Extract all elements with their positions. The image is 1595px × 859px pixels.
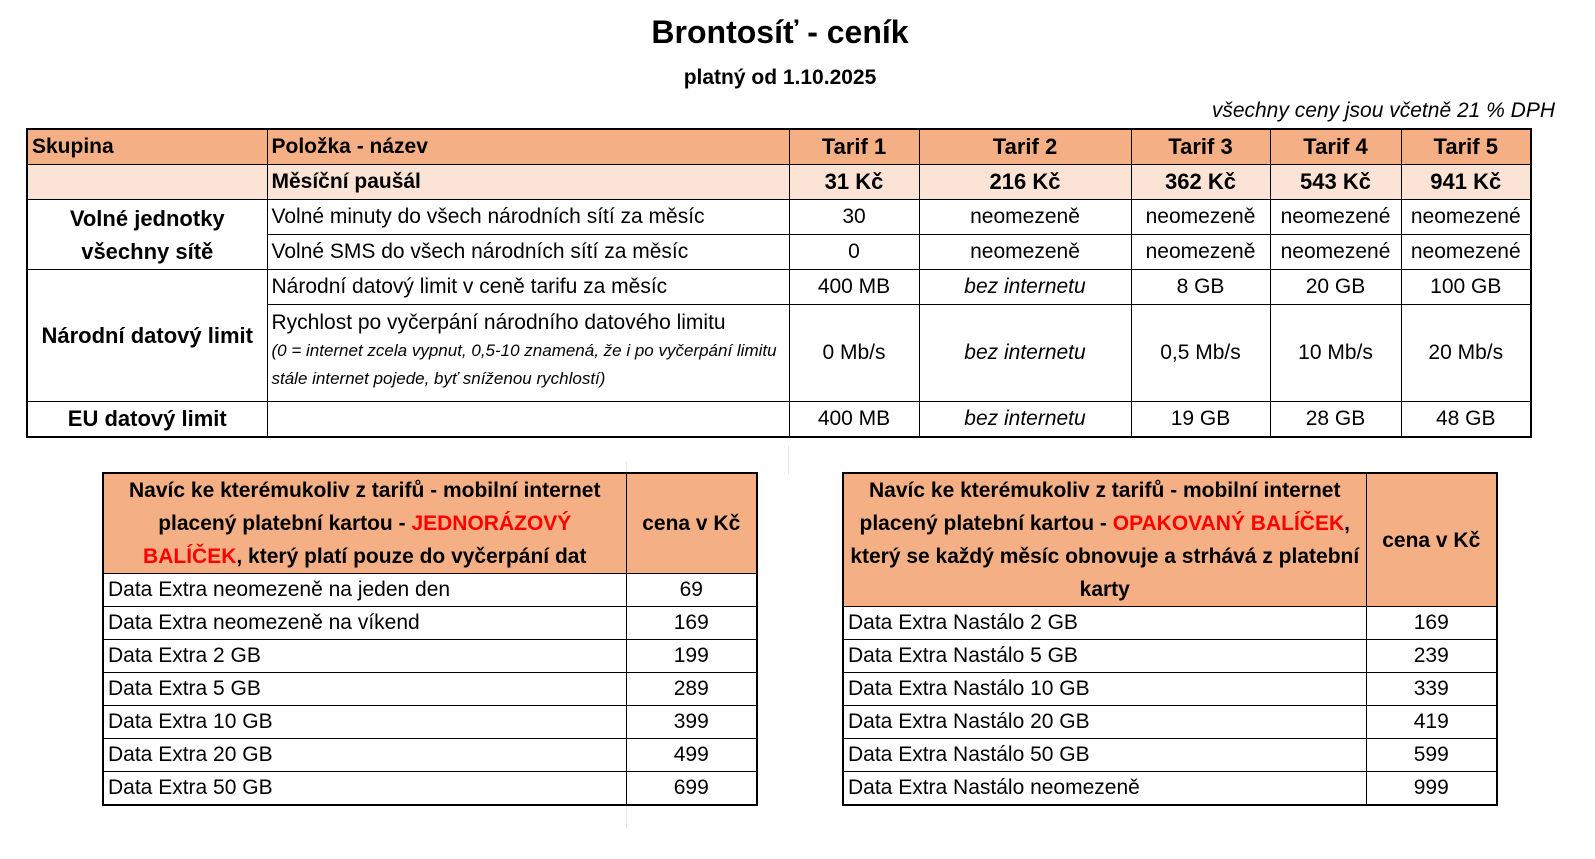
monthly-fee-tariff-4: 543 Kč: [1270, 165, 1401, 200]
table-row: [27, 270, 1531, 305]
package-name: Data Extra 2 GB: [103, 640, 626, 673]
monthly-fee-tariff-2: 216 Kč: [919, 165, 1131, 200]
package-name: Data Extra Nastálo 10 GB: [843, 673, 1366, 706]
eu-tariff-4: 28 GB: [1270, 402, 1401, 438]
minutes-tariff-2: neomezeně: [919, 200, 1131, 235]
column-header-item: Položka - název: [267, 129, 789, 165]
tariff-table: [26, 128, 1532, 438]
package-price: 339: [1366, 673, 1497, 706]
group-eu-data: EU datový limit: [27, 402, 267, 438]
table-header-row: [843, 473, 1497, 607]
monthly-fee-label: Měsíční paušál: [267, 165, 789, 200]
one-time-header-text-end: , který platí pouze do vyčerpání dat: [236, 545, 587, 568]
minutes-tariff-5: neomezené: [1401, 200, 1531, 235]
package-price: 699: [626, 772, 757, 806]
minutes-label: Volné minuty do všech národních sítí za měsíc: [267, 200, 789, 235]
empty-cell: [27, 165, 267, 200]
package-price: 499: [626, 739, 757, 772]
page-title: Brontosíť - ceník: [651, 14, 909, 50]
eu-tariff-5: 48 GB: [1401, 402, 1531, 438]
minutes-tariff-1: 30: [789, 200, 919, 235]
valid-from-date: platný od 1.10.2025: [683, 66, 877, 89]
sms-tariff-1: 0: [789, 235, 919, 270]
package-name: Data Extra neomezeně na jeden den: [103, 574, 626, 607]
monthly-fee-tariff-5: 941 Kč: [1401, 165, 1531, 200]
column-header-tariff-1: Tarif 1: [789, 129, 919, 165]
sms-tariff-4: neomezené: [1270, 235, 1401, 270]
speed-tariff-1: 0 Mb/s: [789, 305, 919, 402]
table-row: [843, 706, 1497, 739]
column-header-tariff-5: Tarif 5: [1401, 129, 1531, 165]
speed-label: Rychlost po vyčerpání národního datového limitu: [271, 311, 726, 334]
one-time-packages-table: [102, 472, 758, 806]
package-price: 289: [626, 673, 757, 706]
package-price: 169: [626, 607, 757, 640]
sms-tariff-5: neomezené: [1401, 235, 1531, 270]
one-time-price-header: cena v Kč: [626, 473, 757, 574]
data-limit-tariff-1: 400 MB: [789, 270, 919, 305]
sms-tariff-3: neomezeně: [1131, 235, 1270, 270]
table-header-row: [27, 129, 1531, 165]
data-limit-tariff-5: 100 GB: [1401, 270, 1531, 305]
table-row: [843, 673, 1497, 706]
package-name: Data Extra Nastálo 20 GB: [843, 706, 1366, 739]
package-name: Data Extra Nastálo 5 GB: [843, 640, 1366, 673]
speed-tariff-4: 10 Mb/s: [1270, 305, 1401, 402]
speed-tariff-3: 0,5 Mb/s: [1131, 305, 1270, 402]
table-row: [843, 640, 1497, 673]
table-row: [843, 739, 1497, 772]
one-time-header: [103, 473, 626, 574]
eu-tariff-2: bez internetu: [919, 402, 1131, 438]
package-name: Data Extra Nastálo 2 GB: [843, 607, 1366, 640]
data-limit-label: Národní datový limit v ceně tarifu za měsíc: [267, 270, 789, 305]
package-name: Data Extra Nastálo neomezeně: [843, 772, 1366, 806]
package-price: 169: [1366, 607, 1497, 640]
table-row: [103, 706, 757, 739]
vat-note: všechny ceny jsou včetně 21 % DPH: [1211, 99, 1555, 122]
column-header-tariff-3: Tarif 3: [1131, 129, 1270, 165]
eu-tariff-3: 19 GB: [1131, 402, 1270, 438]
data-limit-tariff-3: 8 GB: [1131, 270, 1270, 305]
recurring-header-text-end: , který se každý měsíc obnovuje a strhává z platební karty: [850, 512, 1360, 601]
package-name: Data Extra Nastálo 50 GB: [843, 739, 1366, 772]
eu-tariff-1: 400 MB: [789, 402, 919, 438]
eu-label: [267, 402, 789, 438]
monthly-fee-row: [27, 165, 1531, 200]
table-row: [103, 739, 757, 772]
package-name: Data Extra 10 GB: [103, 706, 626, 739]
table-row: [103, 574, 757, 607]
minutes-tariff-4: neomezené: [1270, 200, 1401, 235]
column-header-tariff-2: Tarif 2: [919, 129, 1131, 165]
speed-tariff-5: 20 Mb/s: [1401, 305, 1531, 402]
package-price: 999: [1366, 772, 1497, 806]
table-row: [103, 607, 757, 640]
table-row: [843, 772, 1497, 806]
package-price: 239: [1366, 640, 1497, 673]
package-name: Data Extra neomezeně na víkend: [103, 607, 626, 640]
recurring-price-header: cena v Kč: [1366, 473, 1497, 607]
column-header-group: Skupina: [27, 129, 267, 165]
package-price: 69: [626, 574, 757, 607]
data-limit-tariff-2: bez internetu: [919, 270, 1131, 305]
speed-note: (0 = internet zcela vypnut, 0,5-10 znamená, že i po vyčerpání limitu stále internet pojede, byť sníženou rychlostí): [271, 341, 777, 388]
package-name: Data Extra 5 GB: [103, 673, 626, 706]
recurring-header-highlight: OPAKOVANÝ BALÍČEK: [1112, 512, 1345, 535]
recurring-packages-table: [842, 472, 1498, 806]
package-price: 199: [626, 640, 757, 673]
data-limit-tariff-4: 20 GB: [1270, 270, 1401, 305]
speed-tariff-2: bez internetu: [919, 305, 1131, 402]
gridline: [788, 446, 789, 474]
table-row: [103, 772, 757, 806]
table-row: [843, 607, 1497, 640]
package-price: 399: [626, 706, 757, 739]
monthly-fee-tariff-3: 362 Kč: [1131, 165, 1270, 200]
table-row: [27, 402, 1531, 438]
recurring-header-text: Navíc ke kterémukoliv z tarifů - mobilní internet placený platební kartou -: [859, 479, 1341, 535]
table-row: [27, 200, 1531, 235]
sms-tariff-2: neomezeně: [919, 235, 1131, 270]
table-row: [103, 673, 757, 706]
sms-label: Volné SMS do všech národních sítí za měsíc: [267, 235, 789, 270]
one-time-header-highlight: JEDNORÁZOVÝ BALÍČEK: [143, 512, 572, 568]
column-header-tariff-4: Tarif 4: [1270, 129, 1401, 165]
monthly-fee-tariff-1: 31 Kč: [789, 165, 919, 200]
package-price: 419: [1366, 706, 1497, 739]
one-time-header-text: Navíc ke kterémukoliv z tarifů - mobilní internet placený platební kartou -: [129, 479, 601, 535]
group-free-units: Volné jednotky všechny sítě: [27, 200, 267, 270]
package-name: Data Extra 20 GB: [103, 739, 626, 772]
package-name: Data Extra 50 GB: [103, 772, 626, 806]
speed-cell: [267, 305, 789, 402]
table-row: [103, 640, 757, 673]
minutes-tariff-3: neomezeně: [1131, 200, 1270, 235]
recurring-header: [843, 473, 1366, 607]
package-price: 599: [1366, 739, 1497, 772]
table-header-row: [103, 473, 757, 574]
group-national-data: Národní datový limit: [27, 270, 267, 402]
